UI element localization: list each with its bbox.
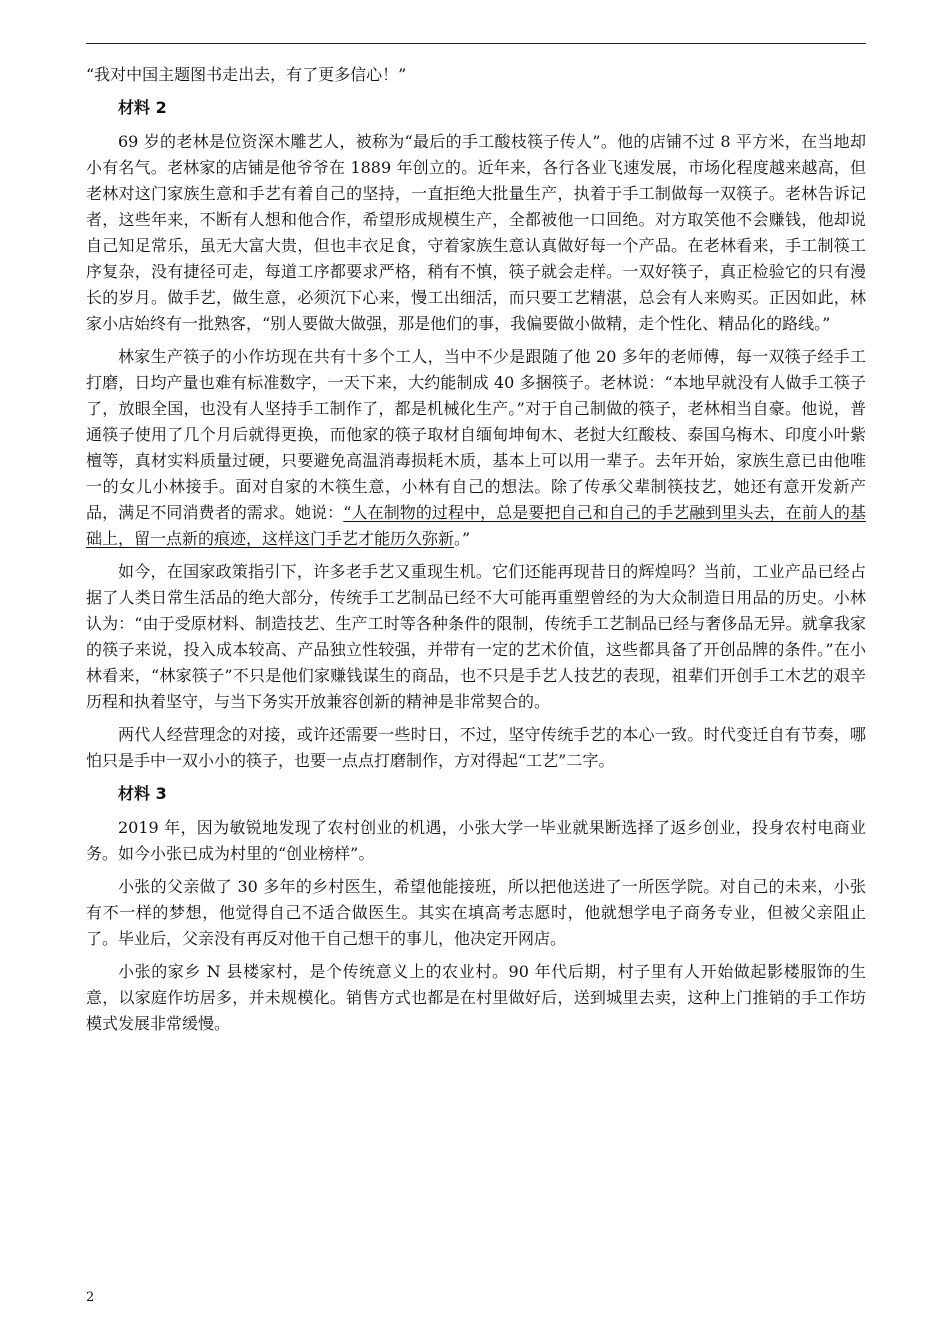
material-2-paragraph-3: 如今，在国家政策指引下，许多老手艺又重现生机。它们还能再现昔日的辉煌吗？当前，工业产品已经占据了人类日常生活品的绝大部分，传统手工艺制品已经不大可能再重塑曾经的为大众制造日用品的历史。小林认为：“由于受原材料、制造技艺、生产工时等各种条件的限制，传统手工艺制品已经与奢侈品无异。就拿我家的筷子来说，投入成本较高、产品独立性较强，并带有一定的艺术价值，这些都具备了开创品牌的条件。”在小林看来，“林家筷子”不只是他们家赚钱谋生的商品，也不只是手艺人技艺的表现，祖辈们开创手工木艺的艰辛历程和执着坚守，与当下务实开放兼容创新的精神是非常契合的。 <box>86 562 866 711</box>
material-3-paragraph-1: 2019 年，因为敏锐地发现了农村创业的机遇，小张大学一毕业就果断选择了返乡创业，投身农村电商业务。如今小张已成为村里的“创业榜样”。 <box>86 818 866 863</box>
header-rule <box>86 43 866 44</box>
document-body <box>86 62 866 1044</box>
page-number: 2 <box>86 1290 95 1305</box>
material-3-paragraph-2: 小张的父亲做了 30 多年的乡村医生，希望他能接班，所以把他送进了一所医学院。对自己的未来，小张有不一样的梦想，他觉得自己不适合做医生。其实在填高考志愿时，他就想学电子商务专业，但被父亲阻止了。毕业后，父亲没有再反对他干自己想干的事儿，他决定开网店。 <box>86 877 866 948</box>
paragraph-text-end: 。” <box>454 529 471 548</box>
material-2-paragraph-2 <box>86 344 866 552</box>
material-3-paragraph-3: 小张的家乡 N 县楼家村，是个传统意义上的农业村。90 年代后期，村子里有人开始做起影楼服饰的生意，以家庭作坊居多，并未规模化。销售方式也都是在村里做好后，送到城里去卖，这种上门推销的手工作坊模式发展非常缓慢。 <box>86 962 866 1033</box>
material-2-paragraph-4: 两代人经营理念的对接，或许还需要一些时日，不过，坚守传统手艺的本心一致。时代变迁自有节奏，哪怕只是手中一双小小的筷子，也要一点点打磨制作，方对得起“工艺”二字。 <box>86 725 866 770</box>
material-2-paragraph-1: 69 岁的老林是位资深木雕艺人，被称为“最后的手工酸枝筷子传人”。他的店铺不过 8 平方米，在当地却小有名气。老林家的店铺是他爷爷在 1889 年创立的。近年来，各行各业飞速发展，市场化程度越来越高，但老林对这门家族生意和手艺有着自己的坚持，一直拒绝大批量生产，执着于手工制做每一双筷子。老林告诉记者，这些年来，不断有人想和他合作，希望形成规模生产，全都被他一口回绝。对方取笑他不会赚钱，他却说自己知足常乐，虽无大富大贵，但也丰衣足食，守着家族生意认真做好每一个产品。在老林看来，手工制筷工序复杂，没有捷径可走，每道工序都要求严格，稍有不慎，筷子就会走样。一双好筷子，真正检验它的只有漫长的岁月。做手艺，做生意，必须沉下心来，慢工出细活，而只要工艺精湛，总会有人来购买。正因如此，林家小店始终有一批熟客，“别人要做大做强，那是他们的事，我偏要做小做精，走个性化、精品化的路线。” <box>86 132 866 333</box>
paragraph-text: 林家生产筷子的小作坊现在共有十多个工人，当中不少是跟随了他 20 多年的老师傅，每一双筷子经手工打磨，日均产量也难有标准数字，一天下来，大约能制成 40 多捆筷子。老林说：“本地早就没有人做手工筷子了，放眼全国，也没有人坚持手工制作了，都是机械化生产。”对于自己制做的筷子，老林相当自豪。他说，普通筷子使用了几个月后就得更换，而他家的筷子取材自缅甸坤甸木、老挝大红酸枝、泰国乌梅木、印度小叶紫檀等，真材实料质量过硬，只要避免高温消毒损耗木质，基本上可以用一辈子。去年开始，家族生意已由他唯一的女儿小林接手。面对自家的木筷生意，小林有自己的想法。除了传承父辈制筷技艺，她还有意开发新产品，满足不同消费者的需求。她说： <box>86 347 866 522</box>
material-3-heading: 材料 3 <box>118 784 167 803</box>
underlined-quote: “人在制物的过程中，总是要把自己和自己的手艺融到里头去，在前人的基础上，留一点新的痕迹，这样这门手艺才能历久弥新 <box>86 503 866 548</box>
material-2-heading: 材料 2 <box>118 98 167 117</box>
opening-quote: “我对中国主题图书走出去，有了更多信心！” <box>86 65 407 84</box>
